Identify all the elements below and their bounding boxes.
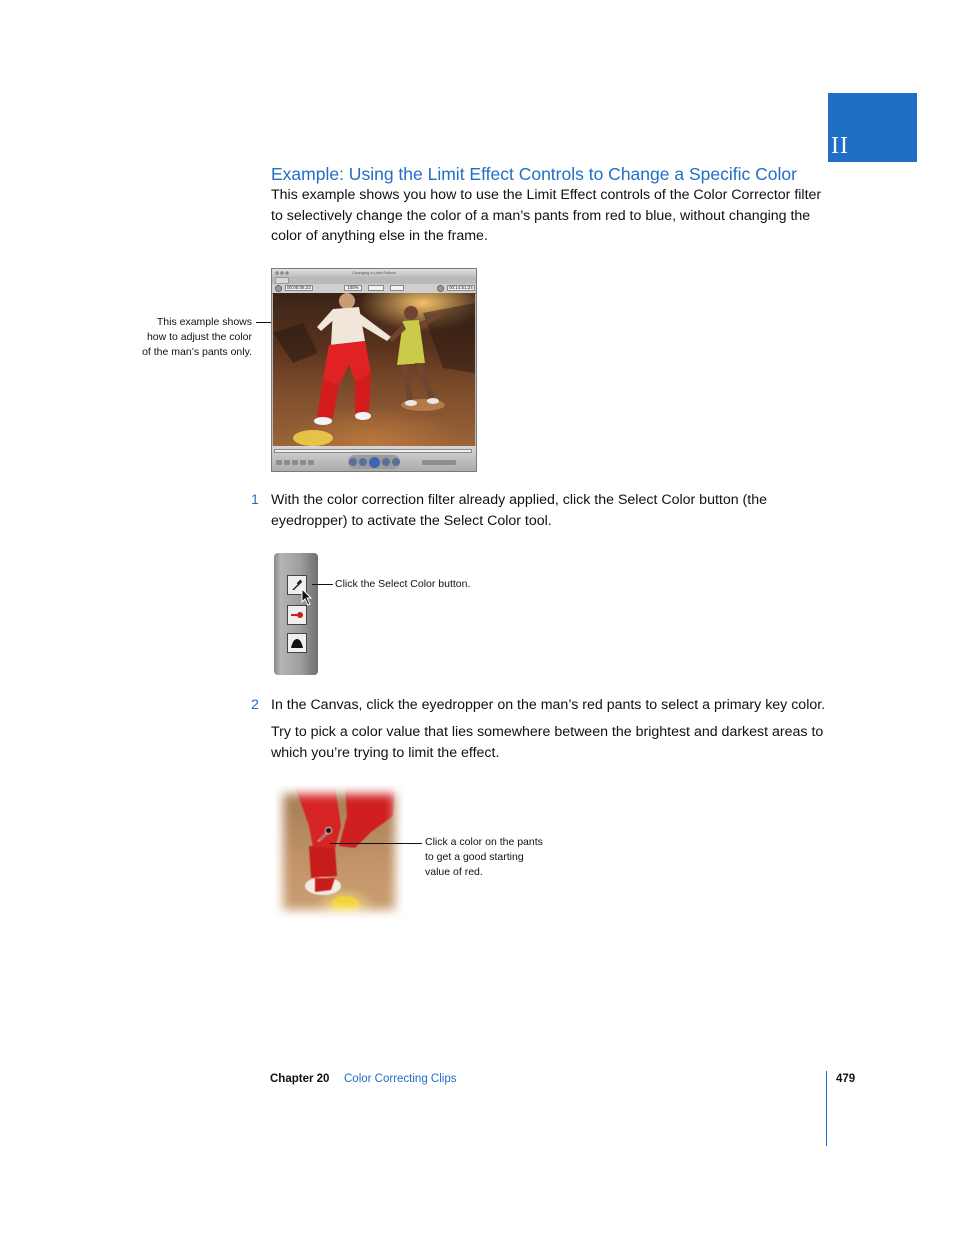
figure2-callout: Click the Select Color button. [335, 578, 471, 590]
dancers-illustration [273, 293, 475, 446]
viewer-window-screenshot [271, 268, 477, 472]
reel-icon [275, 285, 282, 292]
viewer-transport-bar [272, 446, 476, 472]
key-range-icon [290, 610, 304, 620]
pants-illustration [275, 786, 403, 918]
hill-icon [290, 637, 304, 649]
step-1-number: 1 [251, 492, 259, 508]
part-tab [828, 93, 917, 162]
overlay-popup [390, 285, 404, 291]
saturation-range-button [287, 633, 307, 653]
pointer-cursor-icon [301, 588, 313, 606]
zoom-popup: 100% [344, 285, 362, 291]
viewer-title: Changing a Limit Rollout [352, 270, 396, 275]
limit-effect-buttons-screenshot [274, 553, 318, 675]
view-popup [368, 285, 384, 291]
viewer-tab [275, 277, 289, 284]
eyedropper-cursor-icon [317, 826, 333, 842]
viewer-titlebar [272, 269, 476, 277]
timecode-left: 00:00:06;23 [285, 285, 313, 291]
footer-divider [826, 1071, 827, 1146]
intro-paragraph: This example shows you how to use the Limit Effect controls of the Color Corrector filter to selectively change the color of a man’s pants from red to blue, without changing the color of anything else in the frame. [271, 187, 822, 244]
dance-video-frame [273, 293, 475, 446]
step-2-text: In the Canvas, click the eyedropper on the man’s red pants to select a primary key color. [271, 697, 826, 713]
figure1-leader-line [256, 322, 272, 323]
timecode-right: 00:14:51;24 [447, 285, 475, 291]
step-1-text: With the color correction filter already applied, click the Select Color button (the eyedropper) to activate the Select Color tool. [271, 492, 768, 529]
edit-buttons [422, 460, 456, 465]
figure3-leader-line [330, 843, 422, 844]
color-range-button [287, 605, 307, 625]
section-heading: Example: Using the Limit Effect Controls to Change a Specific Color [271, 164, 797, 184]
figure3-callout: Click a color on the pants to get a good starting value of red. [425, 836, 543, 878]
scrubber-bar [274, 449, 472, 453]
step-2-number: 2 [251, 697, 259, 713]
figure1-callout: This example shows how to adjust the color of the man’s pants only. [142, 316, 252, 358]
step-2-followup: Try to pick a color value that lies somewhere between the brightest and darkest areas to which you’re trying to limit the effect. [271, 724, 824, 761]
clock-icon [437, 285, 444, 292]
part-tab-label: II [831, 133, 849, 159]
playback-controls [348, 455, 400, 469]
page-number: 479 [836, 1073, 856, 1085]
red-pants-closeup [275, 786, 403, 918]
footer-chapter-title: Color Correcting Clips [344, 1073, 457, 1085]
mark-buttons [276, 460, 326, 465]
footer-chapter: Chapter 20 [270, 1073, 330, 1085]
figure2-leader-line [312, 584, 333, 585]
